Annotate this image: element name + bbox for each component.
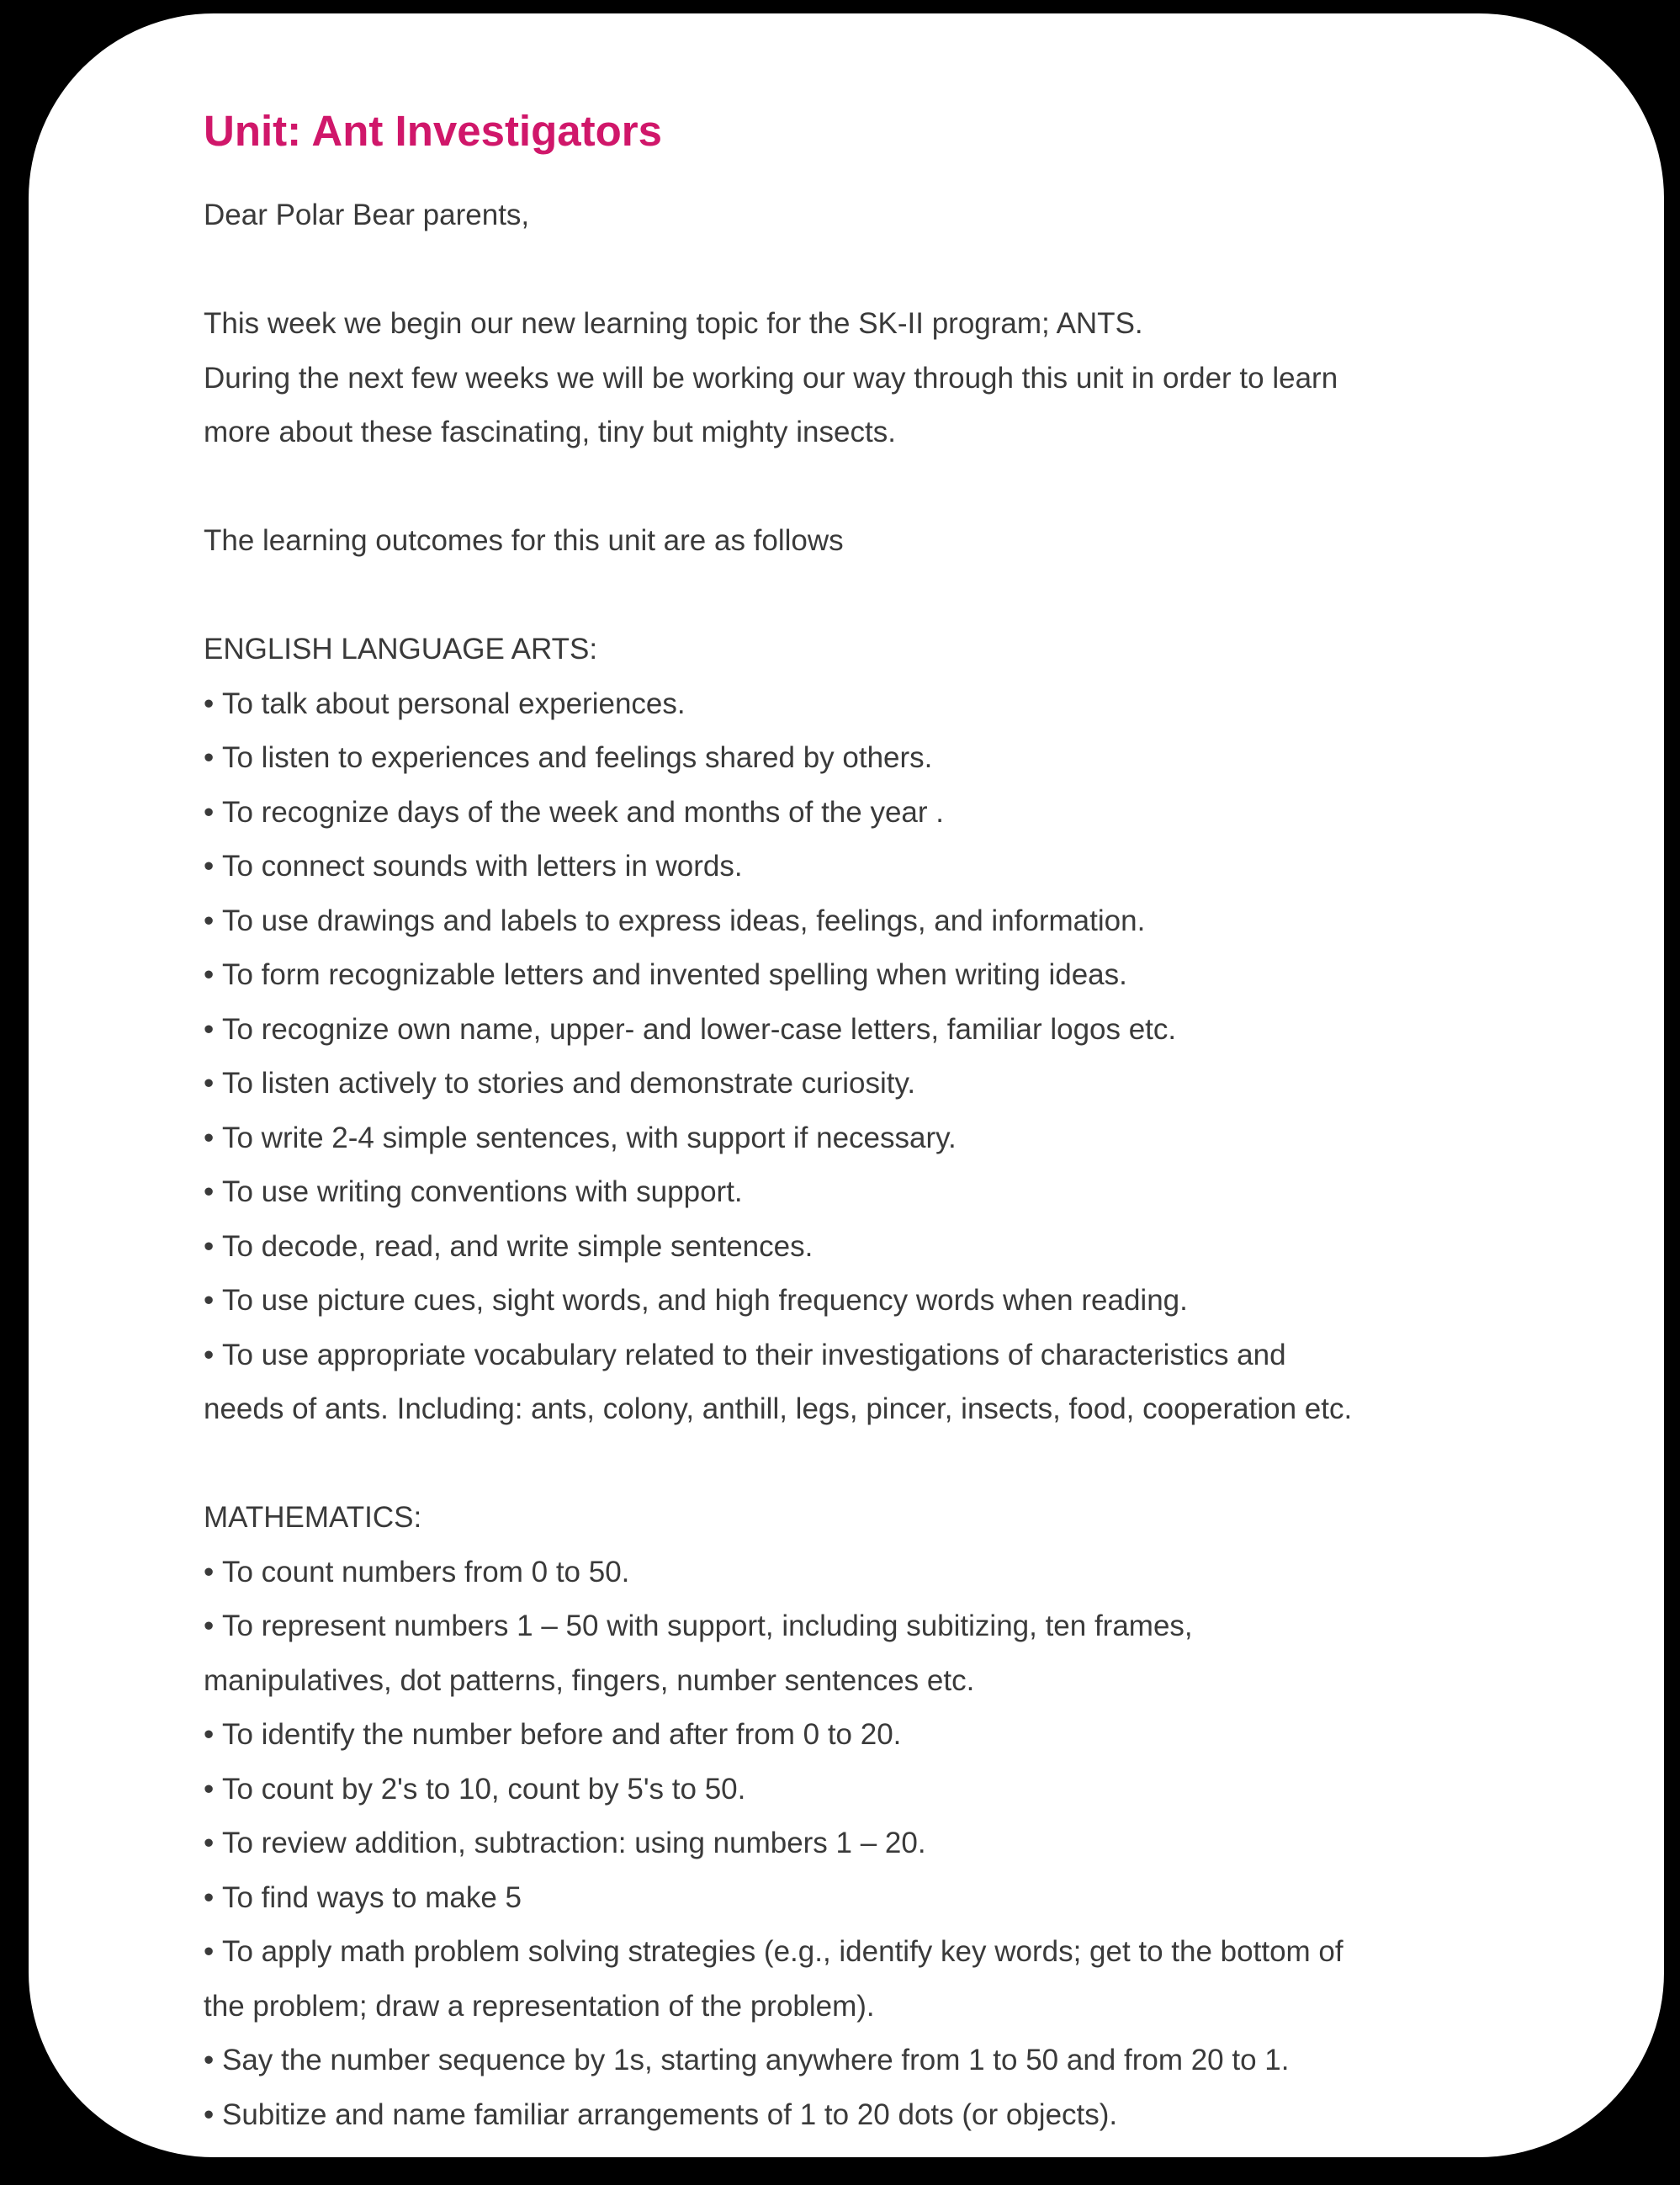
ela-outcome: • To decode, read, and write simple sentences.	[204, 1220, 1516, 1275]
spacer	[204, 1437, 1516, 1492]
math-outcome: • Subitize and name familiar arrangements of 1 to 20 dots (or objects).	[204, 2088, 1516, 2143]
math-outcome: • To identify the number before and after from 0 to 20.	[204, 1708, 1516, 1763]
math-outcome: • To represent numbers 1 – 50 with support, including subitizing, ten frames,	[204, 1599, 1516, 1654]
ela-outcome: • To form recognizable letters and invented spelling when writing ideas.	[204, 948, 1516, 1003]
letter-card	[29, 13, 1664, 2157]
math-outcome: • To count by 2's to 10, count by 5's to 50.	[204, 1763, 1516, 1817]
math-outcome-continuation: the problem; draw a representation of the problem).	[204, 1989, 875, 2023]
intro-line: more about these fascinating, tiny but mighty insects.	[204, 416, 896, 448]
math-outcome: • To review addition, subtraction: using numbers 1 – 20.	[204, 1816, 1516, 1871]
math-outcome: • To apply math problem solving strategies (e.g., identify key words; get to the bottom of	[204, 1925, 1516, 1980]
ela-outcome: • To use appropriate vocabulary related to their investigations of characteristics and	[204, 1329, 1516, 1383]
ela-heading: ENGLISH LANGUAGE ARTS:	[204, 633, 598, 666]
spacer	[204, 243, 1516, 298]
ela-outcome: • To write 2-4 simple sentences, with support if necessary.	[204, 1111, 1516, 1166]
letter-content	[204, 91, 1516, 2142]
math-outcome: • Say the number sequence by 1s, starting anywhere from 1 to 50 and from 20 to 1.	[204, 2034, 1516, 2088]
math-heading: MATHEMATICS:	[204, 1501, 422, 1534]
unit-title: Unit: Ant Investigators	[204, 107, 662, 155]
outcomes-intro: The learning outcomes for this unit are as follows	[204, 524, 844, 557]
ela-outcome: • To listen to experiences and feelings shared by others.	[204, 731, 1516, 786]
ela-outcome: • To listen actively to stories and demonstrate curiosity.	[204, 1057, 1516, 1111]
ela-outcome: • To use writing conventions with support.	[204, 1165, 1516, 1220]
ela-outcome: • To recognize days of the week and months of the year .	[204, 786, 1516, 841]
ela-outcome: • To use picture cues, sight words, and high frequency words when reading.	[204, 1274, 1516, 1329]
ela-outcome: • To connect sounds with letters in words.	[204, 840, 1516, 894]
math-outcome: • To count numbers from 0 to 50.	[204, 1546, 1516, 1600]
ela-outcome: • To recognize own name, upper- and lower-case letters, familiar logos etc.	[204, 1003, 1516, 1058]
intro-line: This week we begin our new learning topic for the SK-II program; ANTS.	[204, 307, 1143, 340]
ela-outcome: • To use drawings and labels to express ideas, feelings, and information.	[204, 894, 1516, 949]
math-outcome: • To find ways to make 5	[204, 1871, 1516, 1926]
spacer	[204, 460, 1516, 515]
intro-line: During the next few weeks we will be working our way through this unit in order to learn	[204, 361, 1338, 395]
ela-outcome-continuation: needs of ants. Including: ants, colony, anthill, legs, pincer, insects, food, cooperation etc.	[204, 1392, 1353, 1425]
ela-outcome: • To talk about personal experiences.	[204, 677, 1516, 732]
greeting: Dear Polar Bear parents,	[204, 199, 530, 231]
math-outcome-continuation: manipulatives, dot patterns, fingers, number sentences etc.	[204, 1663, 975, 1697]
spacer	[204, 569, 1516, 623]
